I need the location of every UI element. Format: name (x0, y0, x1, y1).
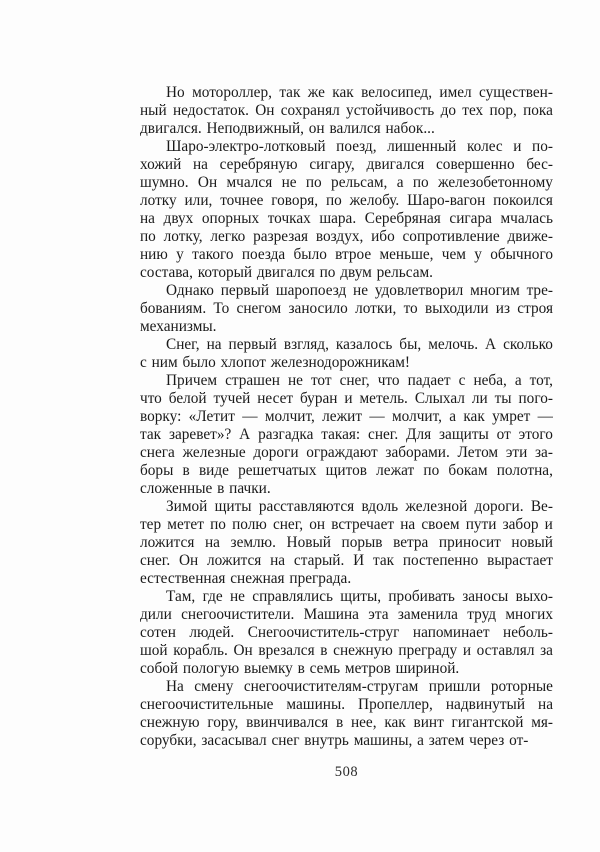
text-line: естественная снежная преграда. (140, 570, 352, 587)
word: заборами. (385, 444, 450, 461)
word: существен- (479, 84, 553, 101)
word: мя- (531, 714, 553, 731)
word: по (423, 462, 440, 479)
word: дороги (253, 444, 299, 461)
word: двигался (366, 156, 425, 173)
text-line (140, 228, 553, 246)
word: смену (194, 678, 234, 695)
word: по (325, 192, 342, 209)
word: заменила (397, 606, 458, 623)
text-line (140, 642, 553, 660)
word: шой (140, 642, 168, 659)
word: говоря, (271, 192, 319, 209)
word: снег. (140, 552, 171, 569)
word: недостаток. (172, 102, 249, 119)
text-line (140, 678, 553, 696)
word: как (463, 408, 485, 425)
word: лишенный (387, 138, 457, 155)
word: так (279, 84, 301, 101)
text-line (140, 102, 553, 120)
word: страшен (225, 372, 280, 389)
word: ты (494, 390, 512, 407)
word: меньше, (379, 246, 434, 263)
text-line (140, 408, 553, 426)
word: по (210, 516, 226, 533)
word: снежную (140, 714, 200, 731)
word: ветра (393, 534, 429, 551)
word: а (449, 408, 457, 425)
word: лотку, (163, 228, 203, 245)
word: от (496, 426, 511, 443)
word: Но (166, 84, 185, 101)
word: снег, (339, 372, 370, 389)
word: ный (140, 102, 167, 119)
text-line (140, 192, 553, 210)
word: эти (505, 444, 528, 461)
word: так (140, 426, 162, 443)
word: строя (517, 300, 553, 317)
word: что (140, 390, 162, 407)
word: труд (467, 606, 497, 623)
word: Причем (166, 372, 218, 389)
word: не (353, 282, 369, 299)
word: своем (421, 516, 460, 533)
word: пути (465, 516, 497, 533)
word: чем (441, 246, 466, 263)
word: — (242, 408, 258, 425)
word: падает (407, 372, 451, 389)
word: в (182, 462, 190, 479)
word: корабль. (173, 642, 228, 659)
word: «Летит (188, 408, 235, 425)
word: такого (192, 246, 234, 263)
word: пор, (489, 102, 517, 119)
text-block (140, 84, 553, 750)
word: Он (233, 642, 253, 659)
word: выходили (424, 300, 489, 317)
word: напоминает (412, 624, 490, 641)
text-line (140, 444, 553, 462)
word: серебряную (219, 156, 298, 173)
word: снегоочистители. (181, 606, 295, 623)
text-line (140, 498, 553, 516)
word: удовлетворил (374, 282, 464, 299)
word: полотна, (496, 462, 553, 479)
word: преграду (398, 642, 458, 659)
word: не (229, 588, 245, 605)
word: защиты (439, 426, 489, 443)
text-line: собой пологую выемку в семь метров шириной. (140, 660, 460, 677)
word: как (332, 84, 354, 101)
word: молчит, (391, 408, 442, 425)
word: лежат (376, 462, 415, 479)
word: многим (470, 282, 520, 299)
word: взгляд, (283, 336, 329, 353)
word: забор (502, 516, 539, 533)
text-line (140, 606, 553, 624)
word: и (544, 516, 553, 533)
word: метель. (359, 390, 408, 407)
word: выхо- (515, 588, 553, 605)
word: Он (255, 102, 275, 119)
word: ворку: (140, 408, 182, 425)
word: поезд, (336, 138, 377, 155)
word: заревет»? (168, 426, 232, 443)
word: тот (310, 372, 332, 389)
word: мчался (226, 174, 273, 191)
word: хожий (140, 156, 182, 173)
word: Снегоочиститель-струг (247, 624, 400, 641)
word: встречает (331, 516, 395, 533)
word: то (403, 300, 418, 317)
word: Ве- (530, 498, 553, 515)
word: ли (471, 390, 488, 407)
word: по (412, 174, 429, 191)
word: на (400, 516, 416, 533)
word: метет (167, 516, 204, 533)
word: лотку (140, 192, 177, 209)
word: щиты (214, 498, 252, 515)
word: мотороллер, (192, 84, 272, 101)
word: сохранял (280, 102, 340, 119)
word: гору, (207, 714, 239, 731)
word: мчалась (500, 210, 553, 227)
word: неболь- (503, 624, 553, 641)
word: землю. (230, 534, 276, 551)
word: из (495, 300, 511, 317)
text-line (140, 300, 553, 318)
word: снега (140, 444, 175, 461)
word: и (462, 642, 472, 659)
text-line (140, 372, 553, 390)
word: многих (505, 606, 553, 623)
word: оставлял (476, 642, 535, 659)
word: эта (368, 606, 389, 623)
word: Новый (286, 534, 331, 551)
text-line: механизмы. (140, 318, 217, 335)
word: на (204, 534, 220, 551)
word: заносило (288, 300, 348, 317)
word: неба, (473, 372, 507, 389)
word: за- (535, 444, 553, 461)
word: у (176, 246, 184, 263)
word: Там, (166, 588, 196, 605)
word: пробивать (388, 588, 455, 605)
text-line: состава, который двигался по двум рельсам. (140, 264, 433, 281)
word: лежит (322, 408, 363, 425)
word: И (353, 552, 365, 569)
word: старый. (293, 552, 345, 569)
word: тер (140, 516, 162, 533)
word: полю (232, 516, 267, 533)
word: — (537, 408, 553, 425)
word: Шаро-вагон (407, 192, 486, 209)
text-line (140, 84, 553, 102)
word: по- (532, 138, 553, 155)
word: справлялись (252, 588, 333, 605)
word: Машина (303, 606, 359, 623)
word: бес- (526, 156, 553, 173)
word: роторные (490, 678, 553, 695)
word: воздух, (315, 228, 364, 245)
word: вырастает (487, 552, 553, 569)
word: же (307, 84, 325, 101)
word: на (538, 696, 553, 713)
word: Зимой (166, 498, 208, 515)
word: велосипед, (361, 84, 433, 101)
word: что (377, 372, 400, 389)
text-line (140, 336, 553, 354)
word: на (206, 336, 222, 353)
word: надвинутый (445, 696, 526, 713)
word: так (372, 552, 395, 569)
word: желобу. (349, 192, 400, 209)
word: несет (257, 390, 294, 407)
text-line: с ним было хлопот железнодорожникам! (140, 354, 410, 371)
word: Летом (457, 444, 499, 461)
word: новый (511, 534, 553, 551)
word: сигару, (309, 156, 355, 173)
word: как (384, 714, 406, 731)
word: не (281, 174, 297, 191)
word: бованиям. (140, 300, 207, 317)
word: Он (197, 174, 218, 191)
word: белой (168, 390, 207, 407)
word: ограждают (306, 444, 378, 461)
word: точнее (220, 192, 264, 209)
word: снегоочистительные (140, 696, 274, 713)
text-line (140, 246, 553, 264)
word: а (514, 372, 522, 389)
word: гигантской (451, 714, 524, 731)
word: легко (210, 228, 246, 245)
word: на (192, 156, 208, 173)
word: бы, (399, 336, 422, 353)
word: поезда (241, 246, 286, 263)
word: Шаро-электро-лотковый (166, 138, 326, 155)
word: обычного (490, 246, 553, 263)
word: ибо (371, 228, 395, 245)
word: разрезая (253, 228, 309, 245)
text-line: сорубки, засасывал снег внутрь машины, а затем через от- (140, 732, 529, 749)
word: решетчатых (238, 462, 317, 479)
word: снег, (272, 516, 304, 533)
word: или, (184, 192, 213, 209)
word: на (270, 552, 286, 569)
word: имел (439, 84, 472, 101)
word: за (540, 642, 553, 659)
word: железные (182, 444, 246, 461)
word: казалось (335, 336, 393, 353)
word: снег. (368, 426, 399, 443)
text-line (140, 552, 553, 570)
word: Пропеллер, (358, 696, 433, 713)
text-line (140, 210, 553, 228)
word: тучей (213, 390, 251, 407)
word: а (396, 174, 404, 191)
word: покоился (493, 192, 553, 209)
word: боры (140, 462, 174, 479)
word: он (309, 516, 326, 533)
word: первый (228, 336, 277, 353)
word: железной (405, 498, 468, 515)
word: людей. (189, 624, 235, 641)
word: первый (220, 282, 270, 299)
word: А (239, 426, 251, 443)
word: такая: (321, 426, 361, 443)
text-line (140, 714, 553, 732)
word: молчит, (264, 408, 315, 425)
word: с (458, 372, 466, 389)
word: рельсам, (331, 174, 388, 191)
word: бокам (448, 462, 488, 479)
word: расставляются (258, 498, 355, 515)
word: где (202, 588, 223, 605)
word: шаропоезд (275, 282, 347, 299)
word: На (166, 678, 184, 695)
word: было (293, 246, 327, 263)
word: у (474, 246, 482, 263)
word: пого- (518, 390, 553, 407)
word: вдоль (361, 498, 399, 515)
word: врезался (258, 642, 315, 659)
word: пока (523, 102, 553, 119)
word: ввинчивался (246, 714, 329, 731)
text-line (140, 426, 553, 444)
word: железобетонному (438, 174, 553, 191)
text-line (140, 534, 553, 552)
word: щиты, (340, 588, 382, 605)
text-line: двигался. Неподвижный, он валился набок... (140, 120, 435, 137)
word: разгадка (258, 426, 314, 443)
text-line (140, 516, 553, 534)
word: нию (140, 246, 168, 263)
text-line (140, 174, 553, 192)
word: Слыхал (414, 390, 465, 407)
text-line (140, 624, 553, 642)
text-line: сложенные в пачки. (140, 480, 271, 497)
word: винт (413, 714, 444, 731)
word: до (440, 102, 456, 119)
word: буран (299, 390, 338, 407)
word: Для (406, 426, 432, 443)
word: заносы (462, 588, 509, 605)
page-number: 508 (334, 764, 359, 780)
word: снегоочистителям-стругам (243, 678, 419, 695)
word: То (213, 300, 230, 317)
word: постепенно (402, 552, 479, 569)
text-line (140, 696, 553, 714)
word: точках (267, 210, 311, 227)
word: в (320, 642, 328, 659)
text-line (140, 390, 553, 408)
word: не (287, 372, 303, 389)
word: дили (140, 606, 172, 623)
word: двух (163, 210, 194, 227)
word: движе- (507, 228, 553, 245)
word: на (140, 210, 155, 227)
word: умрет (492, 408, 531, 425)
text-line (140, 156, 553, 174)
word: устойчивость (346, 102, 435, 119)
word: А (485, 336, 497, 353)
word: опорных (201, 210, 260, 227)
word: втрое (335, 246, 372, 263)
word: по (305, 174, 322, 191)
word: ложится (140, 534, 195, 551)
word: дороги. (474, 498, 524, 515)
word: Снег, (166, 336, 200, 353)
word: лотки, (355, 300, 397, 317)
word: виде (198, 462, 229, 479)
text-line (140, 282, 553, 300)
word: нее, (350, 714, 377, 731)
word: колес (466, 138, 503, 155)
word: — (369, 408, 385, 425)
word: и (344, 390, 353, 407)
word: сколько (503, 336, 553, 353)
word: Он (178, 552, 199, 569)
word: порыв (341, 534, 383, 551)
word: сигара (449, 210, 492, 227)
word: в (335, 714, 344, 731)
word: Серебряная (364, 210, 441, 227)
word: ложится (206, 552, 262, 569)
text-line (140, 138, 553, 156)
word: шара. (319, 210, 357, 227)
word: мелочь. (428, 336, 479, 353)
word: сотен (140, 624, 176, 641)
word: тот, (529, 372, 553, 389)
word: по (140, 228, 156, 245)
word: щитов (325, 462, 367, 479)
text-line (140, 588, 553, 606)
word: тех (462, 102, 484, 119)
word: совершенно (436, 156, 515, 173)
word: и (513, 138, 522, 155)
text-line (140, 462, 553, 480)
word: снегом (236, 300, 282, 317)
word: приносит (438, 534, 501, 551)
word: сопротивление (402, 228, 500, 245)
word: пришли (428, 678, 481, 695)
word: тре- (526, 282, 553, 299)
word: Однако (166, 282, 214, 299)
word: шумно. (140, 174, 189, 191)
word: снежную (333, 642, 393, 659)
word: машины. (286, 696, 346, 713)
word: этого (518, 426, 553, 443)
